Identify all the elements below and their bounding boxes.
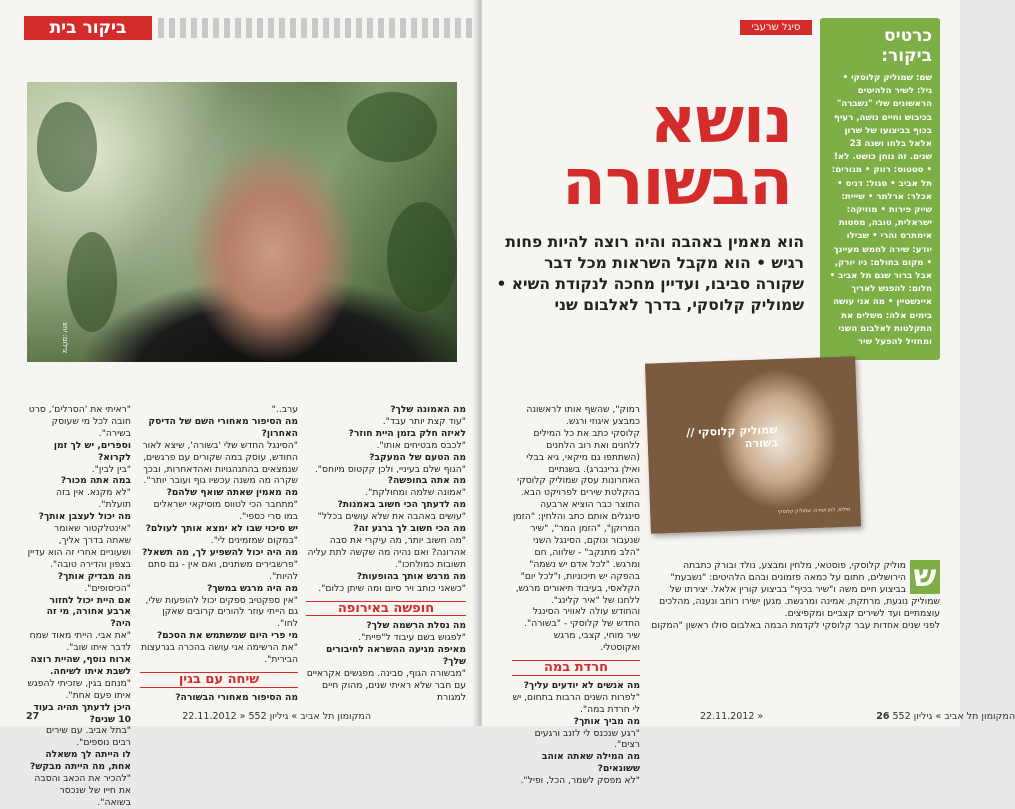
answer: "במקום שמזמינים לי". bbox=[210, 534, 298, 546]
album-subtitle: מילים, לחן ושירה: שמוליק קלוסקי bbox=[777, 506, 851, 516]
sidebar-body: שם: שמוליק קלוסקי • גיל: לשיר הלהיטים הראשונים שלי "נשברה" בכיבוש וחיים נושה, רעיף בכוף בביצועו של שרון אלאל בלחו ושנה 23 שנים. זה נוחן כושט. לא! • סטטוס: רווק • מגורים: תל אביב • סגול: דניס • אכלר: ארלתר • שייית: שייק פירות • מוזיקה: ישראלית, טובה, מסטות אימתרס והרי • שבילו יודע: שירה לחמש מעיינך • מקום בחולם: ניו יורק, אבל ברור שגם תל אביב • חלום: להפגש לאריך איינשטיין • מה אני עושה בימים אלה: משלים את התקלטות לאלבום השני ומחזיל להפעל שיר bbox=[829, 73, 932, 348]
subheading: חרדת במה bbox=[512, 660, 640, 676]
question: מי פרי היום שמשתמש את הסכם? bbox=[156, 630, 298, 642]
answer: "אינטלקטור שאומר שאתה בדרך אליך, ושעוניים אחרי זה הוא עדיין בצפון והדירה טובה". bbox=[27, 523, 131, 570]
left-page bbox=[0, 0, 478, 808]
question: מה מאמין שאתה שואף שלהם? bbox=[166, 487, 298, 499]
answer: "מתחבר הכי לטווס מוסיקאי ישראלים במו סרי כספי". bbox=[153, 499, 298, 523]
question: מה הסיפור מאחורי הבשורה? bbox=[175, 691, 298, 703]
answer: "מבשורה הגוף, סבינה. מפגשים אקראיים עם חבר שלא ראיתי שנים, מהוק חיים למגורת bbox=[306, 668, 466, 703]
question: מה הסיפור מאחורי השם של הדיסק האחרון? bbox=[148, 415, 298, 439]
paragraph: קלוסקי כתב את כל המילים ללחנים ואת רוב הלחנים (השתתפו גם מיקאי, גיא בבלי ואילן גרינברג). בשנתיים האחרונות עסק שמוליק קלוסקי בהקלטת שירים לפרויקט הבא. התוצר כבר הוציא ארבעה סינגלים אותם כתב והלחין: "הזמן המרוקן", "הזמן המר", "שיר שנעבור ונוקם, הסינגל השני "הלב מתנקב" - שלווה, חם ומרגש. "לכל אדם יש נשמה" בהפקה יש תיכוניות, ו"לכל יום" הקלאסי, בעיבוד תיאורים מרגש, ללחנו של "איר קלינג". bbox=[512, 427, 640, 606]
question: אם היית יכול לחזור ארבע אחורה, מי זה היה? bbox=[46, 594, 131, 630]
album-title: שמוליק קלוסקי // בשורה bbox=[686, 423, 779, 451]
question: לו הייתה לך משאלה אחת, מה הייתה מבקש? bbox=[30, 749, 131, 773]
question: היכן לדעתך תהיה בעוד 10 שנים? bbox=[33, 701, 131, 725]
question: מה היה יכול להשפיע לך, מה תשאל? bbox=[142, 546, 298, 558]
footer-text: 22.11.2012 » המקומון תל אביב » גיליון 552 bbox=[182, 711, 372, 722]
answer: "את אבי. הייתי מאוד שמח לדבר איתו שוב". bbox=[29, 630, 131, 654]
portrait-photo bbox=[27, 82, 457, 362]
footer-text: 22.11.2012 » המקומון תל אביב » גיליון 552 bbox=[700, 711, 1015, 722]
answer: "מנחם בגין, שזכיתי להפגש איתו פעם אחת". bbox=[27, 677, 131, 701]
paragraph: "ראיתי את 'הסרלים', סרט חובה לכל מי שעוסק בשירה". bbox=[28, 404, 131, 439]
footer-left bbox=[26, 711, 371, 722]
question: לאיזה חלק בזמן היית חוזר? bbox=[348, 427, 466, 439]
answer: "לפגוש בשם עיבוד ל"פיית". bbox=[358, 632, 466, 644]
answer: "עושים באהבה את שלא עושים בכלל" bbox=[317, 511, 466, 523]
answer: "לא מקנא. אין בזה תועלת". bbox=[55, 487, 131, 511]
paragraph: מוליק קלוסקי, פוסטאי, מלחין ומבצע, נולד ובורק כתבתה הירושלים, חתום על כמאה פזמונים ובהם הלהיטים: "נשבעת" בביצוע חיים משה ו"שיר בכיף" בביצוע קורין אלאל. יצירתו של שמוליק נוגעת, מרתקת, אמינה ומרגשת. מגען ישירו רוחב ונענה, מהלכים עוצמתיים ועד לשירים קצביים ומקפיצים. bbox=[659, 560, 940, 619]
answer: "רגע שנכנס לי לזנב ורגעים רצים". bbox=[534, 727, 640, 751]
question: מה יכול לעצבן אותך? bbox=[38, 511, 131, 523]
drop-cap: ש bbox=[910, 560, 940, 594]
question: מה נסלת הרשמה שלך? bbox=[366, 620, 466, 632]
question: יש סיכוי שבו לא ימצא אותך לעולם? bbox=[145, 523, 298, 535]
text-column-2 bbox=[650, 560, 940, 704]
question: מה המילה שאתה אוהב ששונאים? bbox=[541, 751, 640, 775]
answer: "הסינגל החדש שלי 'בשורה', שיצא לאור החודש, עוסק במה שקורים עם פרגשים, שנמצאים בהתנהגויות ואהדאחרות, ובכך שקרה מה משנה עכשיו גוף ועובר יותר". bbox=[142, 439, 298, 487]
lead-paragraph: הוא מאמין באהבה והיה רוצה להיות פחות רגיש • הוא מקבל השראות מכל דבר שקורה סביבו, ועדיין מחכה לנקודת השיא • שמוליק קלוסקי, בדרך לאלבום שני bbox=[496, 233, 804, 314]
question: מה לדעתך הכי חשוב באמנות? bbox=[337, 499, 466, 511]
answer: "הגוף שלם בעיניי, ולכן קקטוס מיוחס". bbox=[314, 463, 466, 475]
question: מה האמונה שלך? bbox=[390, 404, 466, 415]
answer: "עוד קצת יותר עבד". bbox=[382, 415, 466, 427]
sidebar-title: כרטיס ביקור: bbox=[881, 26, 932, 66]
paragraph: רמוק", שהשף אותו לראשונה כמבצע איגוזי ורגש. bbox=[526, 404, 640, 427]
headline-line-1: נושא bbox=[649, 84, 792, 158]
page-number: 27 bbox=[26, 711, 40, 722]
headline bbox=[492, 84, 792, 220]
text-column-4 bbox=[140, 404, 298, 704]
paragraph: ערב.." bbox=[271, 404, 298, 415]
question: מה אתה בחופשה? bbox=[387, 475, 466, 487]
question: ארוח נוסף, שהיית רוצה לשבת איתו לשיחה. bbox=[30, 654, 131, 677]
answer: "הכיסופים". bbox=[84, 582, 131, 594]
answer: "לכבס מבטיחים אותו". bbox=[376, 439, 466, 451]
question: במה אתה מכור? bbox=[60, 475, 131, 487]
text-column-1 bbox=[512, 404, 640, 787]
section-tag: ביקור בית bbox=[24, 16, 152, 40]
answer: "כשאני כותב ויר סיום ומה שיתן כלום". bbox=[318, 582, 466, 594]
answer: "פרשבירים משתנים, ואם אין - גם סתם להיות". bbox=[147, 558, 298, 582]
answer: "בתל אביב. עם שירים רבים נוספים". bbox=[45, 725, 131, 749]
photo-credit: צילום: יחצ bbox=[61, 322, 69, 354]
answer: "מה חשוב יותר, מה עיקרי את סבה אהרונה? ואם נהיה מה שקשה לתת עליה תשובות כמולחכו". bbox=[307, 534, 466, 570]
subheading: שיחה עם בגין bbox=[140, 672, 298, 688]
answer: "אמונה שלמה ומחולקת". bbox=[365, 487, 466, 499]
question: וספרים, יש לך זמן לקרוא? bbox=[53, 439, 131, 463]
author-tag: סיגל שרעבי bbox=[740, 20, 812, 35]
question: מה אנשים לא יודעים עליך? bbox=[523, 679, 640, 691]
answer: "לפרות השנים הרבות בתחום, יש לי חרדת במה". bbox=[512, 691, 640, 715]
answer: "את הרשימה אני עושה בהכרה בגרעצות הבירית". bbox=[140, 642, 298, 666]
question: מה מבדיק אותך? bbox=[57, 570, 131, 582]
answer: "אין ספקטיב ספקים יכול להופעות שלי, גם הייתי עוזר להורים קרובים שאקן לחו". bbox=[145, 594, 298, 630]
footer-right bbox=[700, 711, 1015, 722]
question: מה הכי חשוב לך ברגע זה? bbox=[353, 523, 466, 535]
answer: "להכיר את הכאב והסבה את חייו של שנכסר בשואה". bbox=[34, 773, 131, 808]
headline-line-2: הבשורה bbox=[562, 146, 792, 220]
question: מאיפה מגיעה ההשראה לחיבורים שלך? bbox=[326, 644, 466, 668]
profile-sidebar bbox=[820, 18, 940, 360]
page-number: 26 bbox=[876, 711, 890, 722]
question: מה היה מרגש במשך? bbox=[207, 582, 298, 594]
question: מה מרגש אותך בהופעות? bbox=[356, 570, 466, 582]
question: מה מביך אותך? bbox=[573, 715, 640, 727]
text-column-3 bbox=[306, 404, 466, 704]
answer: "בין לבין". bbox=[91, 463, 131, 475]
subheading: חופשה באירופה bbox=[306, 601, 466, 617]
question: מה הטעם של המעקב? bbox=[369, 451, 466, 463]
paragraph: והחודש עולה לאוויר הסינגל החדש של קלוסקי - "בשורה". שיר מוחי, קצבי, מרגש ואקוסטלי. bbox=[524, 606, 640, 654]
paragraph: לפני שנים אחדות עבר קלוסקי לקדמת הבמה באלבום סולו ראשון "המקום bbox=[651, 619, 940, 631]
album-cover bbox=[645, 356, 861, 533]
answer: "לא מפסק לשמר, הכל, ופיל". bbox=[520, 775, 640, 787]
